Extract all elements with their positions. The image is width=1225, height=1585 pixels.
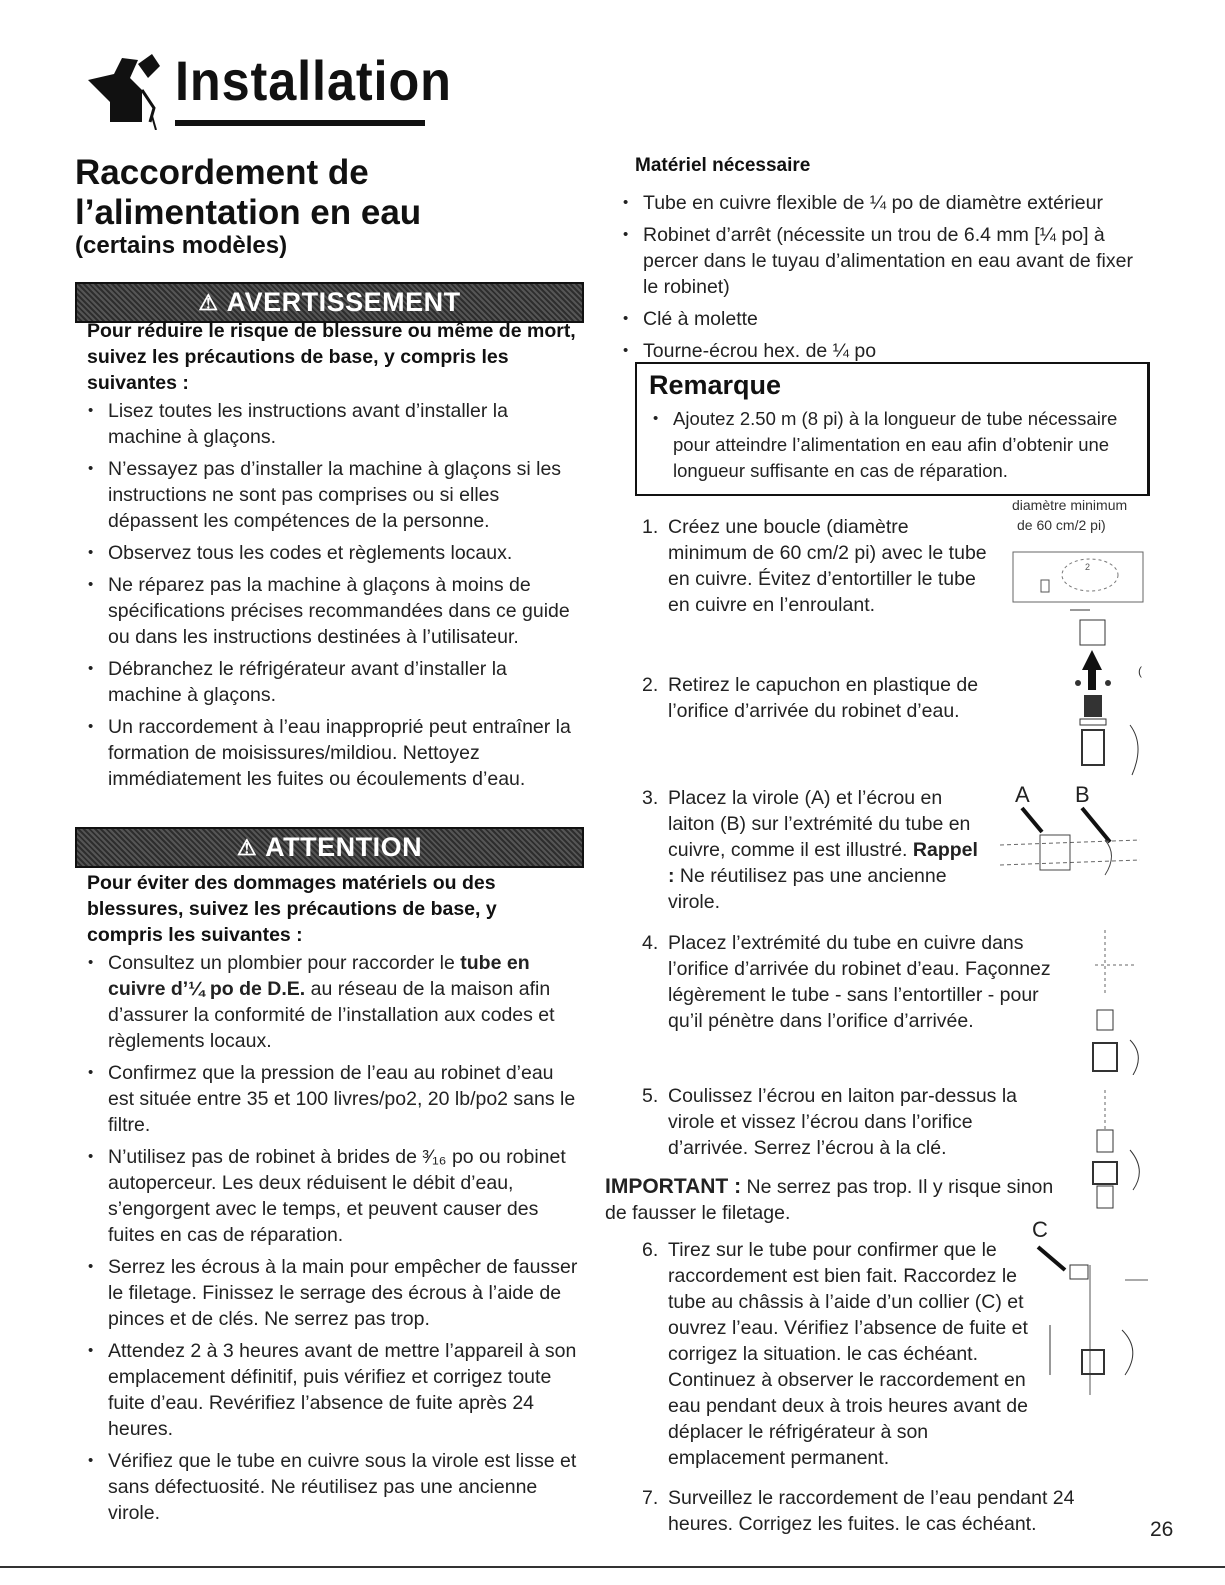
caution-banner: [75, 827, 584, 868]
list-item: • Serrez les écrous à la main pour empêcher de fausser le filetage. Finissez le serrage des écrous à l’aide de pinces et de clés. Ne serrez pas trop.: [80, 1254, 580, 1332]
section-title: Raccordement de l’alimentation en eau: [75, 153, 422, 232]
title-underline: [175, 120, 425, 126]
loop-caption-line2: de 60 cm/2 pi): [1017, 517, 1106, 533]
label-a: A: [1015, 782, 1030, 807]
list-item: • Attendez 2 à 3 heures avant de mettre l’appareil à son emplacement définitif, puis vérifiez et corrigez toute fuite d’eau. Revérifiez l’absence de fuite après 24 heures.: [80, 1338, 580, 1442]
step-2: 2. Retirez le capuchon en plastique de l’orifice d’arrivée du robinet d’eau.: [642, 674, 979, 722]
list-item: • Confirmez que la pression de l’eau au robinet d’eau est située entre 35 et 100 livres/po2, 20 lb/po2 sans le filtre.: [80, 1060, 580, 1138]
warning-label: AVERTISSEMENT: [226, 287, 461, 317]
list-item: • Robinet d’arrêt (nécessite un trou de 6.4 mm [¼ po] à percer dans le tuyau d’alimentation en eau avant de fixer le robinet): [615, 222, 1135, 300]
list-item: • Lisez toutes les instructions avant d’installer la machine à glaçons.: [80, 398, 580, 450]
step-5: 5. Coulissez l’écrou en laiton par-dessus la virole et vissez l’écrou dans l’orifice d’arrivée. Serrez l’écrou à la clé.: [642, 1085, 1018, 1159]
valve-cap-illustration: [1070, 615, 1150, 780]
loop-caption-line1: diamètre minimum: [1012, 497, 1128, 513]
list-item: • Observez tous les codes et règlements locaux.: [80, 540, 580, 566]
bottom-divider: [0, 1566, 1225, 1568]
clamp-illustration: [1030, 1215, 1150, 1400]
list-item: • N’utilisez pas de robinet à brides de ³⁄₁₆ po ou robinet autoperceur. Les deux réduisent le débit d’eau, s’engorgent avec le temps, et peuvent causer des fuites en cas de réparation.: [80, 1144, 580, 1248]
important-note: IMPORTANT : Ne serrez pas trop. Il y risque sinon de fausser le filetage.: [605, 1175, 1054, 1224]
warning-list: [80, 398, 580, 798]
ferrule-nut-illustration: [1000, 780, 1150, 890]
list-item: • Consultez un plombier pour raccorder le tube en cuivre d’¼ po de D.E. au réseau de la maison afin d’assurer la conformité de l’installation aux codes et règlements locaux.: [80, 950, 580, 1054]
svg-text:2: 2: [1085, 562, 1091, 572]
step-3: 3. Placez la virole (A) et l’écrou en laiton (B) sur l’extrémité du tube en cuivre, comme il est illustré. Rappel : Ne réutilisez pas une ancienne virole.: [642, 787, 978, 913]
wrench-logo-icon: [80, 50, 170, 130]
note-text: • Ajoutez 2.50 m (8 pi) à la longueur de tube nécessaire pour atteindre l’alimentation en eau afin d’obtenir une longueur suffisante en cas de réparation.: [645, 406, 1140, 484]
warning-triangle-icon: ⚠: [198, 289, 219, 315]
list-item: • Un raccordement à l’eau inapproprié peut entraîner la formation de moisissures/mildiou. Nettoyez immédiatement les fuites ou écoulements d’eau.: [80, 714, 580, 792]
caution-intro: Pour éviter des dommages matériels ou des blessures, suivez les précautions de base, y compris les suivantes :: [87, 872, 497, 946]
svg-text:(: (: [1138, 664, 1142, 678]
page-number: 26: [1150, 1518, 1174, 1541]
materials-list: [615, 190, 1135, 370]
page-title: Installation: [175, 49, 452, 112]
insert-tube-illustration: [1065, 925, 1150, 1075]
note-title: Remarque: [649, 370, 782, 400]
label-c: C: [1032, 1217, 1048, 1242]
list-item: • Tourne-écrou hex. de ¼ po: [615, 338, 1135, 364]
materials-heading: Matériel nécessaire: [635, 155, 811, 176]
step-7: 7. Surveillez le raccordement de l’eau pendant 24 heures. Corrigez les fuites. le cas échéant.: [642, 1487, 1075, 1535]
step-4: 4. Placez l’extrémité du tube en cuivre dans l’orifice d’arrivée du robinet d’eau. Façonnez légèrement le tube - sans l’entortiller - pour qu’il pénètre dans l’orifice d’arrivée.: [642, 932, 1051, 1032]
tube-loop-illustration: [1005, 530, 1145, 615]
list-item: • Débranchez le réfrigérateur avant d’installer la machine à glaçons.: [80, 656, 580, 708]
caution-list: [80, 950, 580, 1532]
list-item: • N’essayez pas d’installer la machine à glaçons si les instructions ne sont pas comprises ou si elles dépassent les compétences de la personne.: [80, 456, 580, 534]
list-item: • Clé à molette: [615, 306, 1135, 332]
note-box: [635, 362, 1150, 496]
step-6: 6. Tirez sur le tube pour confirmer que le raccordement est bien fait. Raccordez le tube au châssis à l’aide d’un collier (C) et ouvrez l’eau. Vérifiez l’absence de fuite et corrigez la situation. le cas échéant. Continuez à observer le raccordement en eau pendant deux à trois heures avant de déplacer le réfrigérateur à son emplacement permanent.: [642, 1239, 1028, 1469]
list-item: • Ne réparez pas la machine à glaçons à moins de spécifications précises recommandées dans ce guide ou dans les instructions destinées à l’utilisateur.: [80, 572, 580, 650]
section-subtitle: (certains modèles): [75, 232, 288, 259]
list-item: • Vérifiez que le tube en cuivre sous la virole est lisse et sans défectuosité. Ne réutilisez pas une ancienne virole.: [80, 1448, 580, 1526]
label-b: B: [1075, 782, 1090, 807]
warning-banner: [75, 282, 584, 323]
list-item: • Tube en cuivre flexible de ¼ po de diamètre extérieur: [615, 190, 1135, 216]
warning-intro: Pour réduire le risque de blessure ou même de mort, suivez les précautions de base, y compris les suivantes :: [87, 320, 576, 394]
warning-triangle-icon: ⚠: [236, 834, 258, 860]
caution-label: ATTENTION: [265, 832, 423, 862]
step-1: 1. Créez une boucle (diamètre minimum de 60 cm/2 pi) avec le tube en cuivre. Évitez d’entortiller le tube en cuivre en l’enroulant.: [642, 516, 987, 616]
tighten-nut-illustration: [1065, 1090, 1150, 1210]
